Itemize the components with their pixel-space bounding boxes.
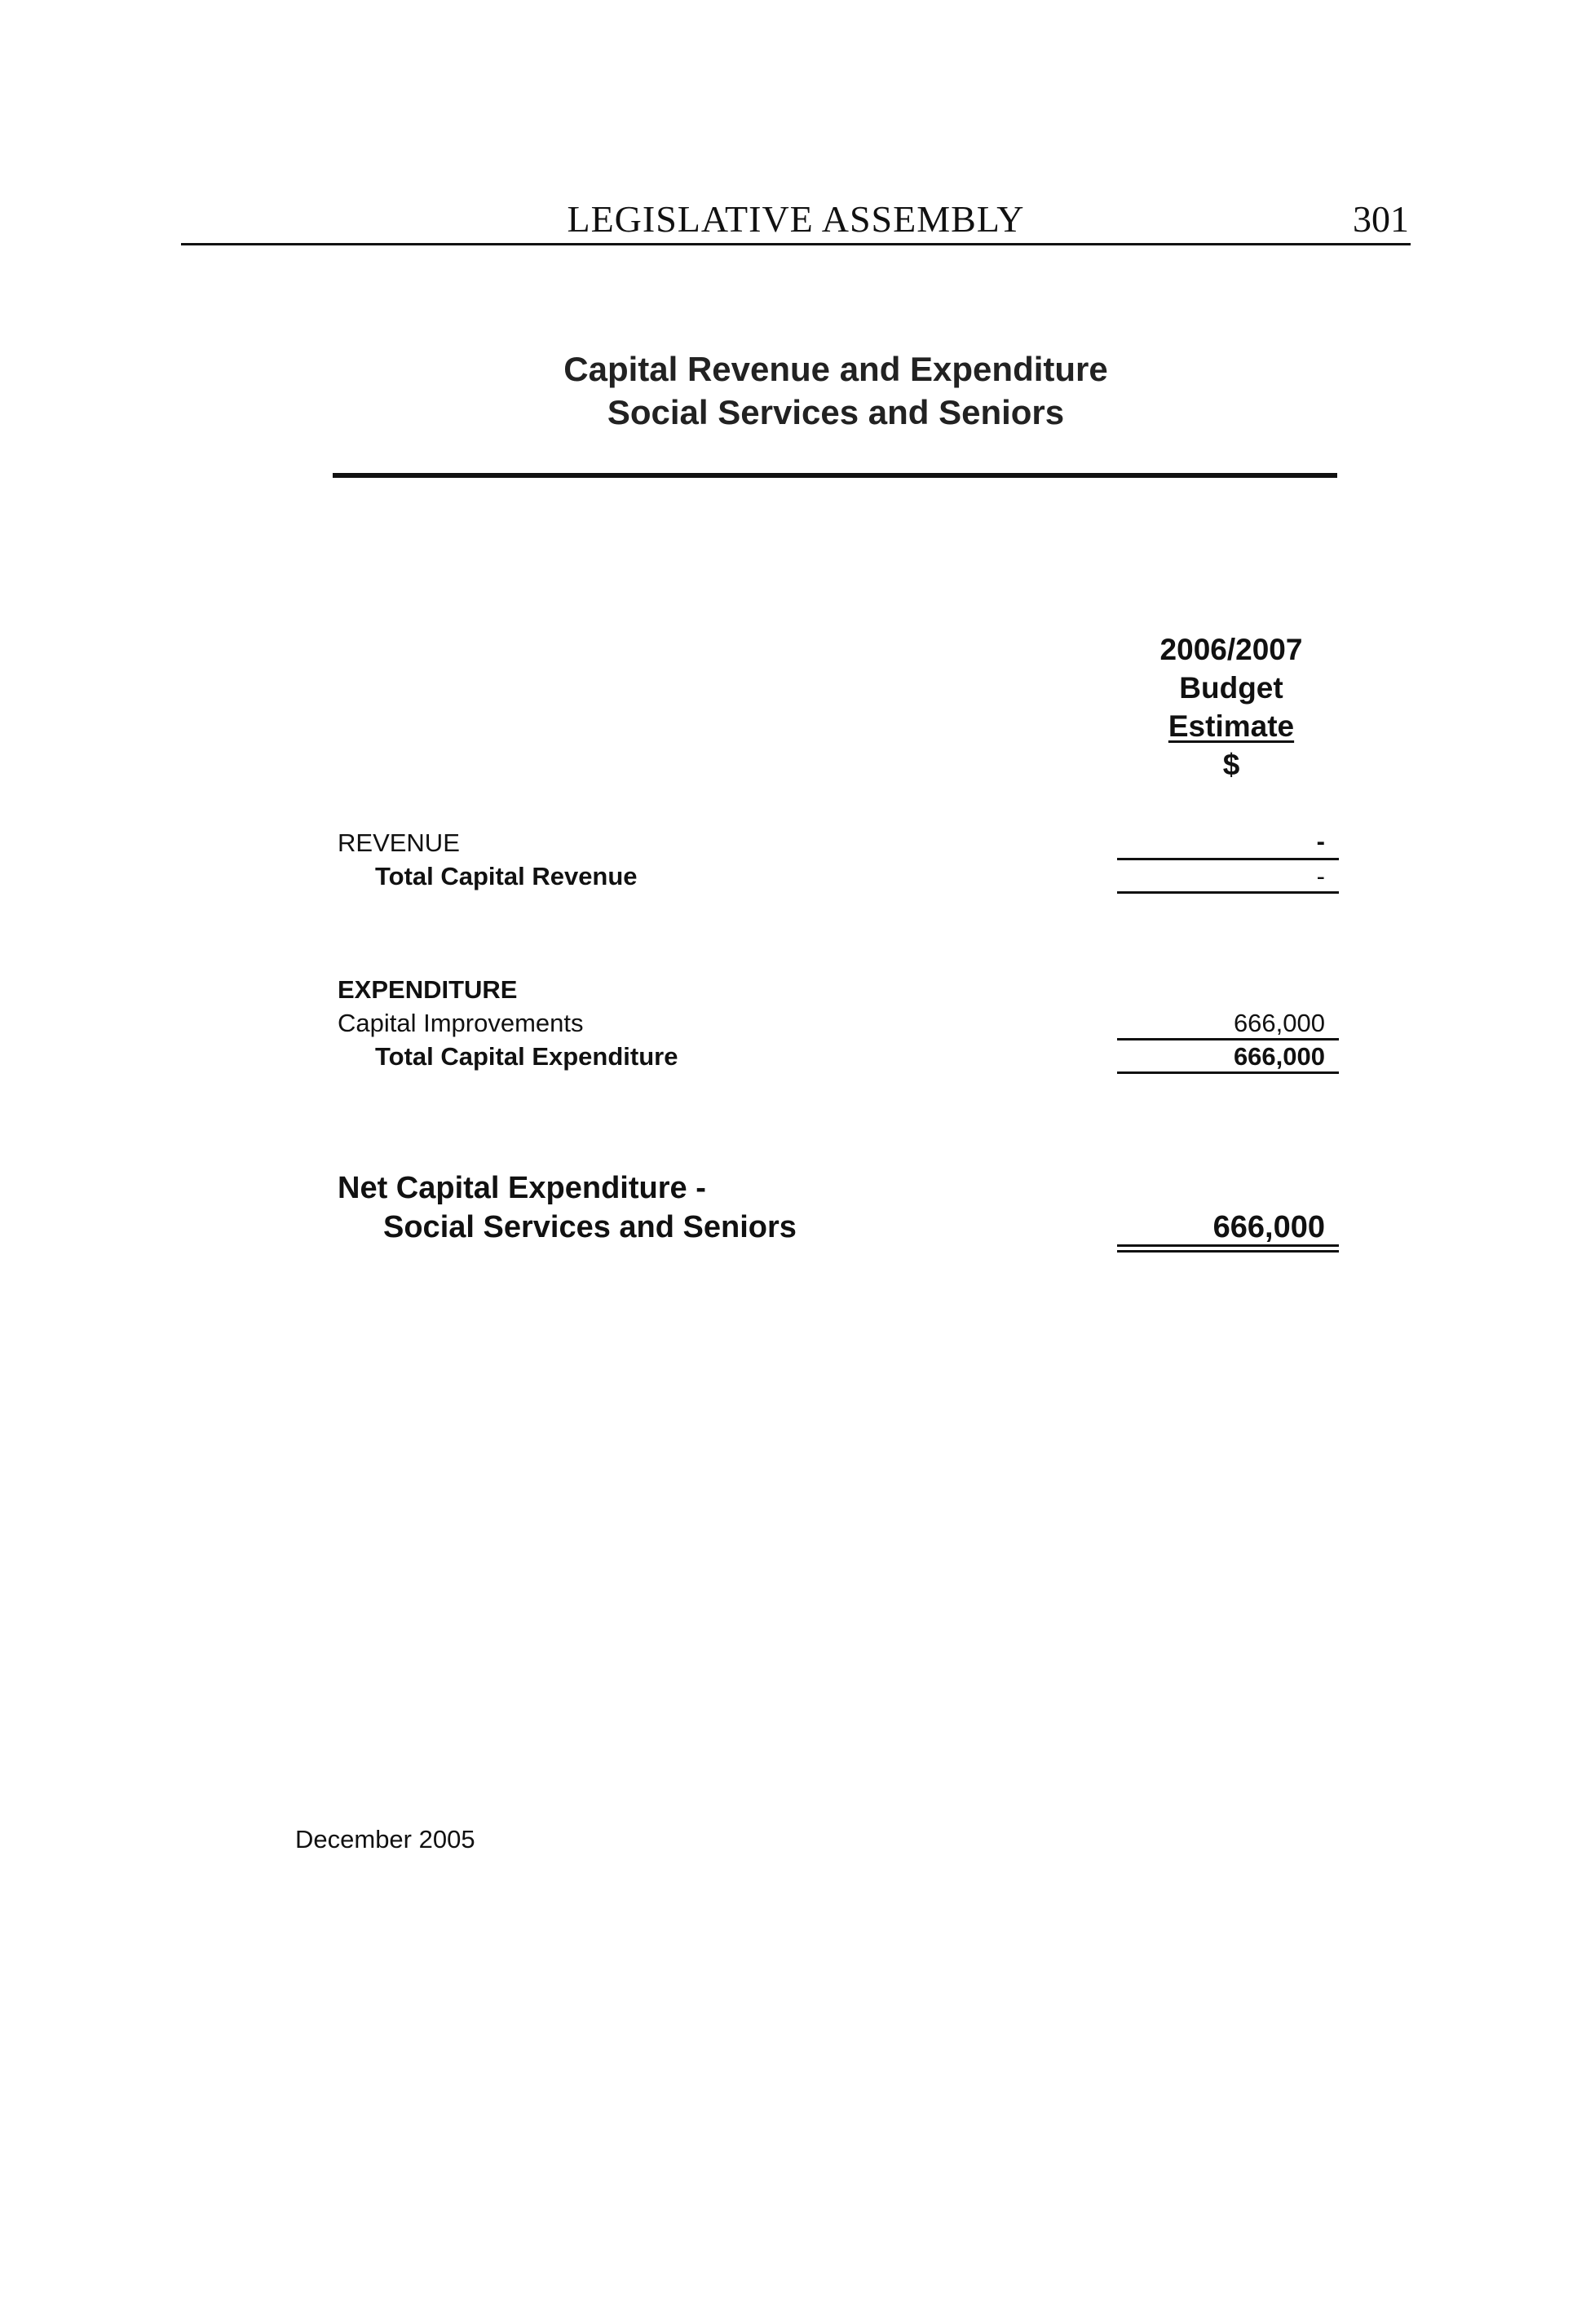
title-divider [333,473,1337,478]
column-heading-estimate: Estimate [1168,709,1295,743]
running-header [181,189,1411,245]
total-capital-expenditure-label: Total Capital Expenditure [375,1042,678,1071]
column-heading-year: 2006/2007 [1159,633,1303,666]
page-number: 301 [1353,198,1409,240]
capital-improvements-value: 666,000 [1233,1009,1325,1037]
assembly-name: LEGISLATIVE ASSEMBLY [567,198,1025,240]
net-rule-bottom [1117,1250,1339,1253]
footer-date: December 2005 [295,1825,475,1853]
revenue-line-value: - [1316,827,1325,855]
revenue-rule-bottom [1117,891,1339,894]
net-capital-expenditure-label: Net Capital Expenditure - [338,1171,706,1205]
expenditure-rule-bottom [1117,1071,1339,1074]
net-capital-expenditure-sublabel: Social Services and Seniors [383,1210,797,1244]
column-heading [1068,630,1394,784]
expenditure-heading: EXPENDITURE [338,975,518,1004]
revenue-heading: REVENUE [338,828,460,857]
column-heading-currency: $ [1222,748,1240,781]
revenue-rule-top [1117,858,1339,860]
total-capital-revenue-label: Total Capital Revenue [375,862,638,890]
total-capital-revenue-value: - [1316,862,1325,890]
expenditure-rule-top [1117,1038,1339,1040]
net-capital-expenditure-value: 666,000 [1212,1210,1325,1244]
net-rule-top [1117,1244,1339,1247]
total-capital-expenditure-value: 666,000 [1233,1042,1325,1071]
document-subtitle: Social Services and Seniors [607,393,1065,431]
capital-improvements-label: Capital Improvements [338,1009,584,1037]
column-heading-budget: Budget [1179,671,1283,705]
document-title: Capital Revenue and Expenditure [563,350,1108,388]
